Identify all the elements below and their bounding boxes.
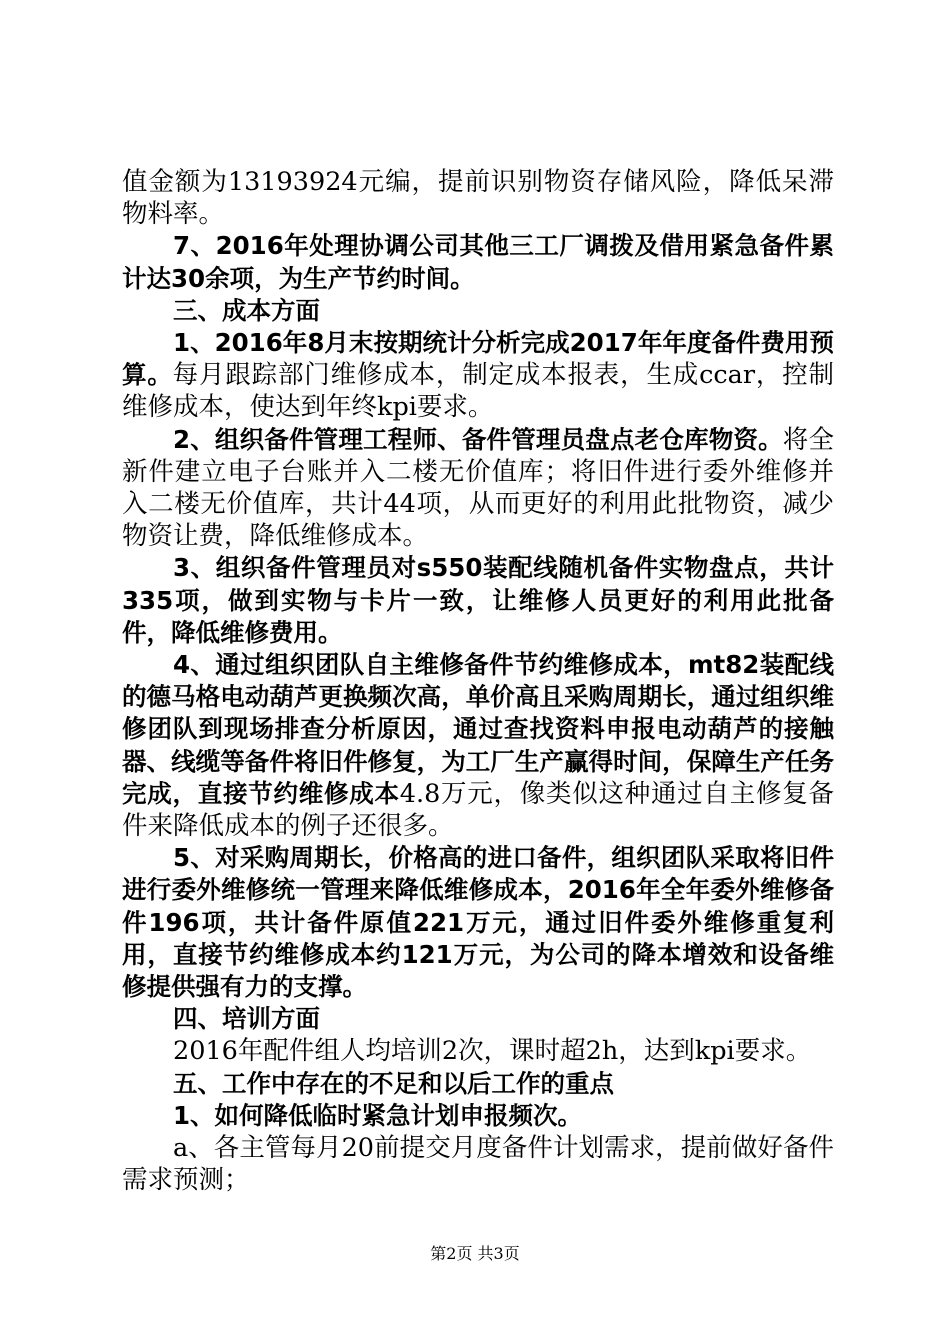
paragraph-rest: 每月跟踪部门维修成本，制定成本报表，生成ccar，控制维修成本，使达到年终kpi要求。 [122, 360, 835, 423]
paragraph-2 [122, 230, 834, 294]
document-body [122, 166, 834, 1197]
paragraph-6 [122, 649, 834, 842]
paragraph-5 [122, 552, 834, 649]
page-number: 第2页 共3页 [430, 1244, 520, 1263]
paragraph-4 [122, 424, 834, 553]
paragraph-text: 1、如何降低临时紧急计划申报频次。 [173, 1100, 583, 1130]
section-heading-shortcomings [122, 1068, 834, 1100]
heading-text: 五、工作中存在的不足和以后工作的重点 [173, 1068, 614, 1098]
paragraph-8 [122, 1035, 834, 1067]
paragraph-7 [122, 842, 834, 1003]
paragraph-1 [122, 166, 834, 230]
paragraph-text: 5、对采购周期长，价格高的进口备件，组织团队采取将旧件进行委外维修统一管理来降低维修成本，2016年全年委外维修备件196项，共计备件原值221万元，通过旧件委外维修重复利用，直接节约维修成本约121万元，为公司的降本增效和设备维修提供强有力的支撑。 [122, 843, 834, 1002]
heading-text: 三、成本方面 [173, 295, 320, 325]
paragraph-lead: 4、通过组织团队自主维修备件节约维修成本，mt82装配线的德马格电动葫芦更换频次高，单价高且采购周期长，通过组织维修团队到现场排查分析原因，通过查找资料申报电动葫芦的接触器、线缆等备件将旧件修复，为工厂生产赢得时间，保障生产任务完成，直接节约维修成本 [122, 650, 834, 808]
paragraph-rest: 4.8万元，像类似这种通过自主修复备件来降低成本的例子还很多。 [122, 778, 835, 842]
heading-text: 四、培训方面 [173, 1004, 320, 1034]
section-heading-training [122, 1003, 834, 1035]
paragraph-lead: 1、2016年8月末按期统计分析完成2017年年度备件费用预算。 [122, 328, 834, 390]
paragraph-9 [122, 1100, 834, 1132]
paragraph-text: a、各主管每月20前提交月度备件计划需求，提前做好备件需求预测； [122, 1133, 834, 1196]
paragraph-rest: 将全新件建立电子台账并入二楼无价值库；将旧件进行委外维修并入二楼无价值库，共计44项，从而更好的利用此批物资，减少物资让费，降低维修成本。 [122, 424, 834, 552]
paragraph-lead: 2、组织备件管理工程师、备件管理员盘点老仓库物资。 [173, 424, 783, 454]
paragraph-text: 2016年配件组人均培训2次，课时超2h，达到kpi要求。 [173, 1036, 812, 1067]
paragraph-text: 3、组织备件管理员对s550装配线随机备件实物盘点，共计335项，做到实物与卡片一致，让维修人员更好的利用此批备件，降低维修费用。 [122, 553, 834, 647]
section-heading-cost [122, 295, 834, 327]
paragraph-text: 值金额为13193924元编，提前识别物资存储风险，降低呆滞物料率。 [122, 167, 834, 230]
paragraph-text: 7、2016年处理协调公司其他三工厂调拨及借用紧急备件累计达30余项，为生产节约时间。 [122, 231, 834, 293]
paragraph-10 [122, 1132, 834, 1196]
page-footer [0, 1244, 950, 1264]
paragraph-3 [122, 327, 834, 424]
